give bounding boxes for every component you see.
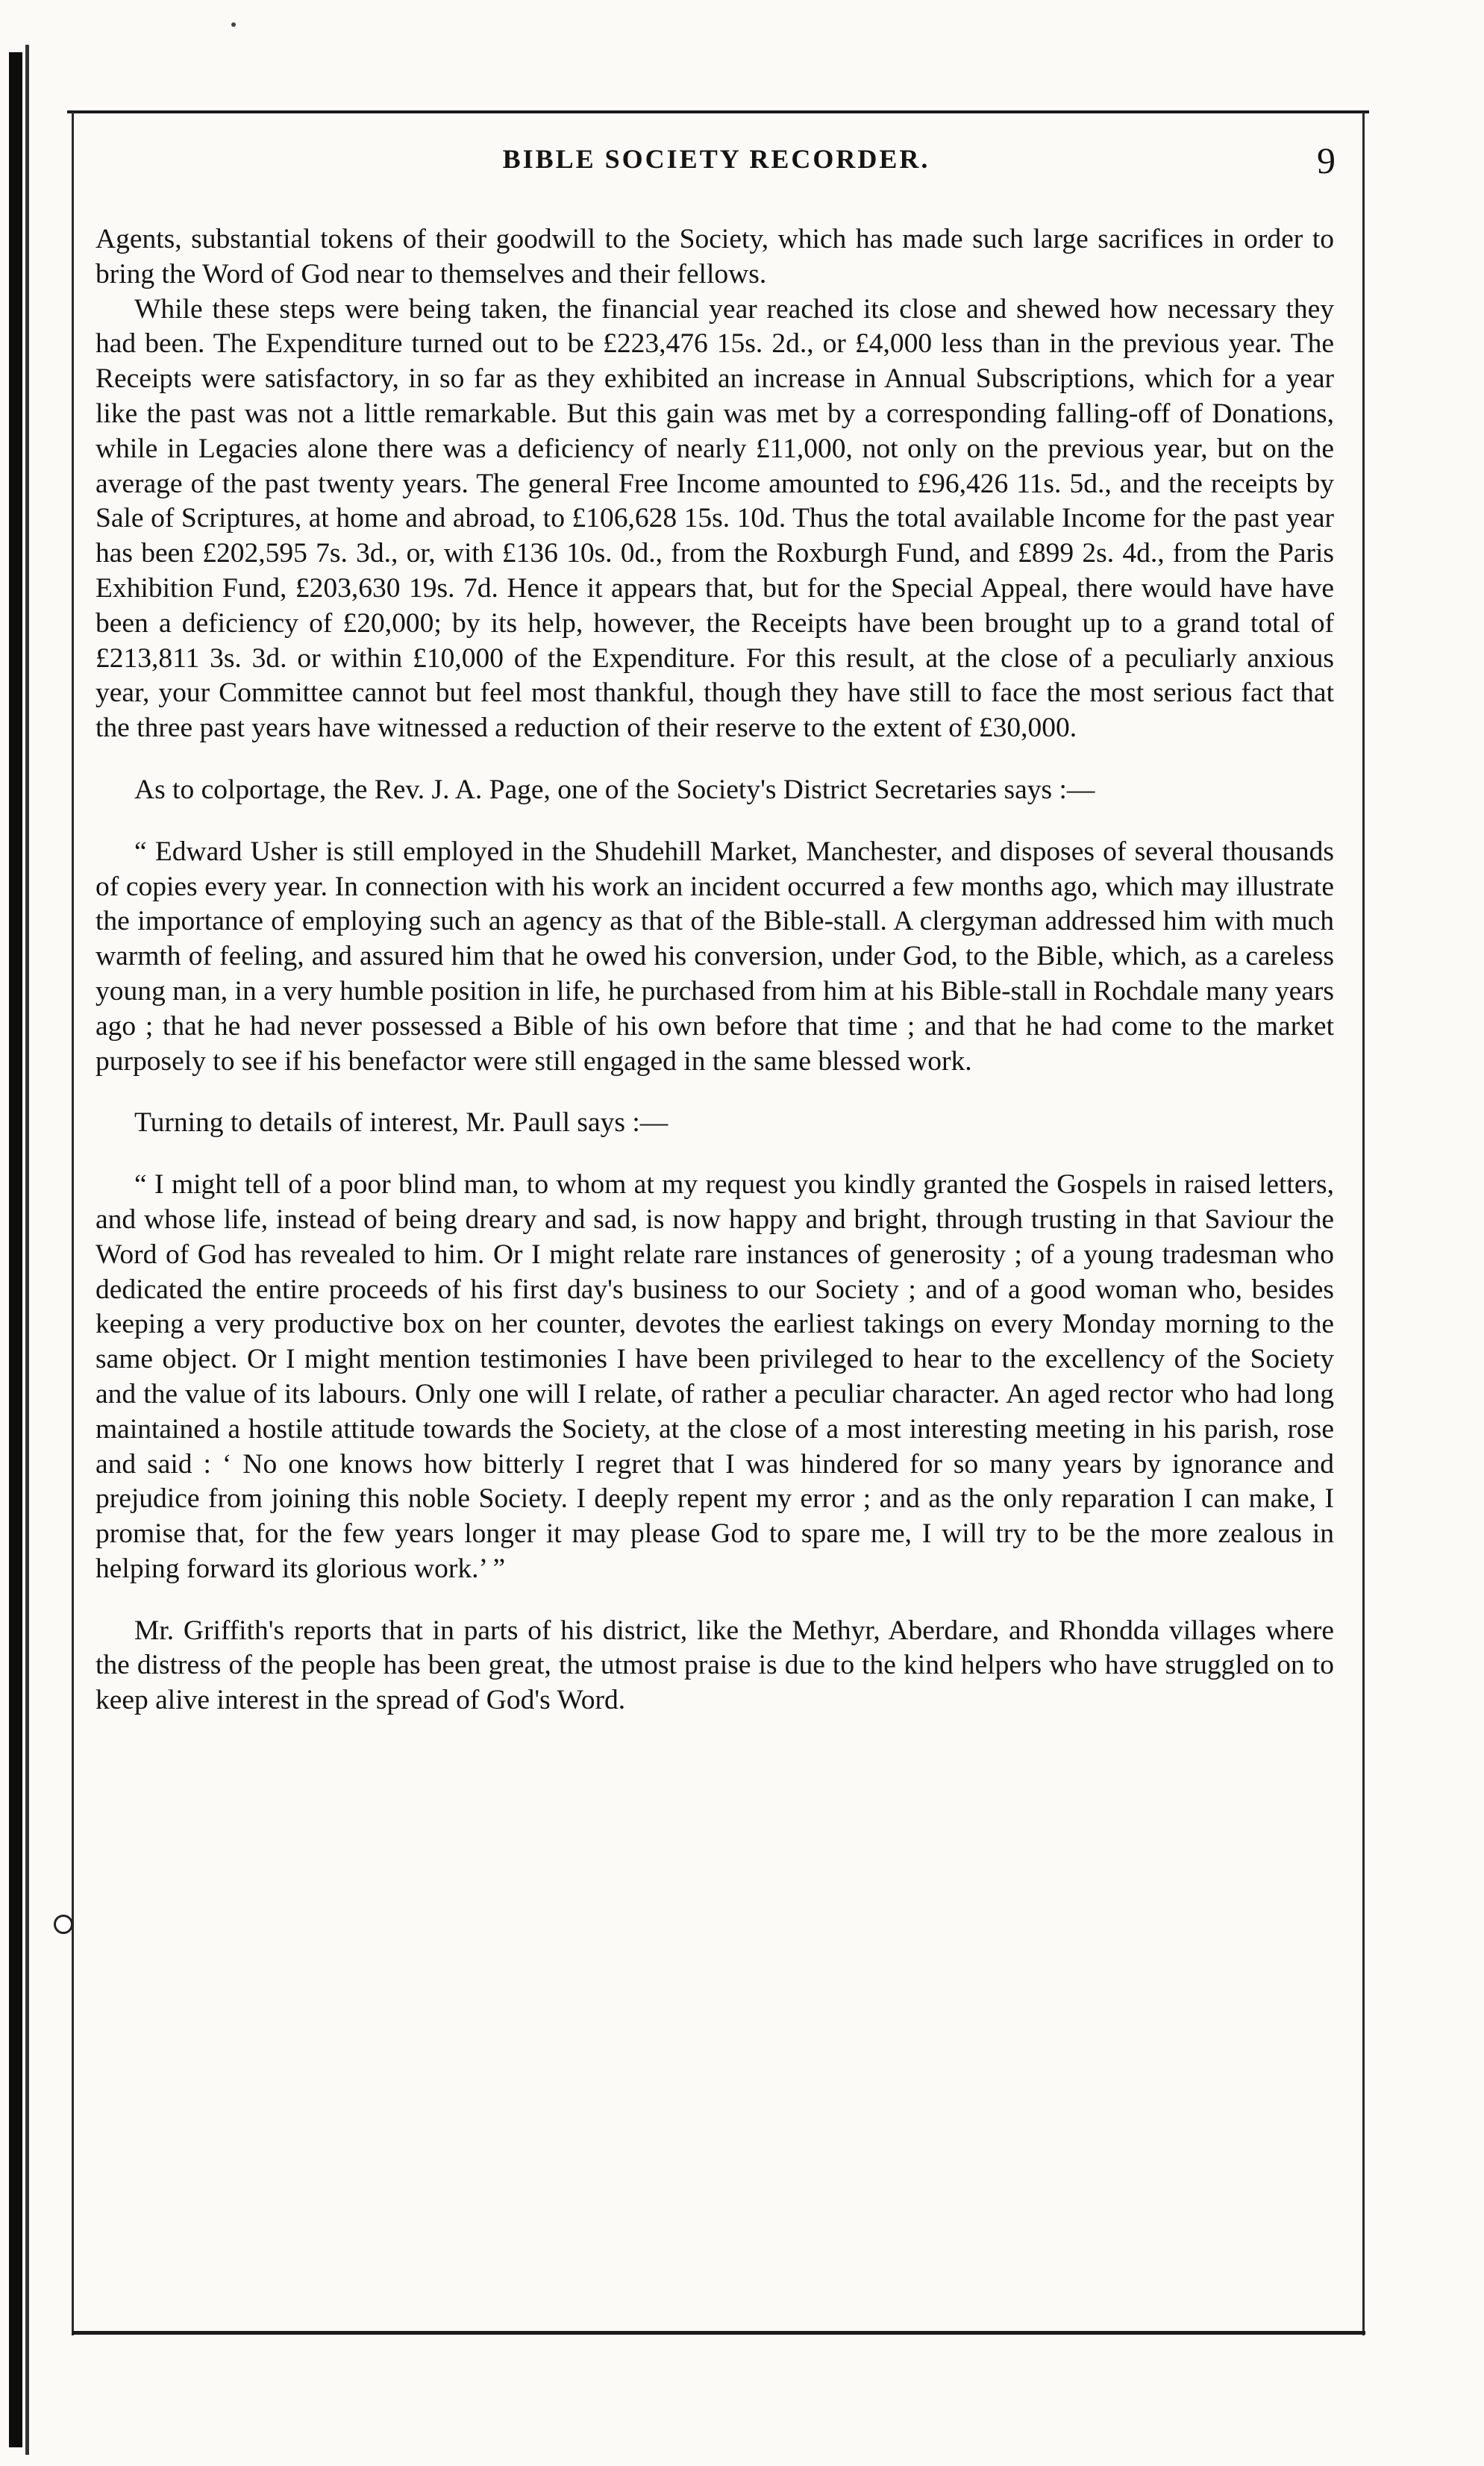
margin-mark xyxy=(54,1915,73,1934)
page-header xyxy=(97,140,1336,188)
paragraph-agents: Agents, substantial tokens of their goodwill to the Society, which has made such large sacrifices in order to bring the Word of God near to themselves and their fellows. xyxy=(96,224,1334,290)
frame-rule-bottom xyxy=(72,2331,1365,2335)
page-number: 9 xyxy=(1317,140,1336,181)
paragraph-colportage: As to colportage, the Rev. J. A. Page, one of the Society's District Secretaries says :— xyxy=(134,774,1095,805)
quote-edward-usher: “ Edward Usher is still employed in the Shudehill Market, Manchester, and disposes of several thousands of copies every year. In connection with his work an incident occurred a few months ago, which may illustrate the importance of employing such an agency as that of the Bible-stall. A clergyman addressed him with much warmth of feeling, and assured him that he owed his conversion, under God, to the Bible, which, as a careless young man, in a very humble position in life, he purchased from him at his Bible-stall in Rochdale many years ago ; that he had never possessed a Bible of his own before that time ; and that he had come to the market purposely to see if his benefactor were still engaged in the same blessed work. xyxy=(96,836,1334,1077)
ink-speck xyxy=(231,22,236,27)
paragraph-mr-griffith: Mr. Griffith's reports that in parts of his district, like the Methyr, Aberdare, and Rhondda villages where the distress of the people has been great, the utmost praise is due to the kind helpers who have struggled on to keep alive interest in the spread of God's Word. xyxy=(96,1615,1334,1716)
binding-edge xyxy=(9,52,22,2447)
running-title: BIBLE SOCIETY RECORDER. xyxy=(502,144,930,174)
paragraph-mr-paull: Turning to details of interest, Mr. Paull says :— xyxy=(134,1107,669,1139)
frame-rule-top xyxy=(67,110,1369,113)
paragraph-financial-year: While these steps were being taken, the financial year reached its close and shewed how necessary they had been. The Expenditure turned out to be £223,476 15s. 2d., or £4,000 less than in the previous year. The Receipts were satisfactory, in so far as they exhibited an increase in Annual Subscriptions, which for a year like the past was not a little remarkable. But this gain was met by a corresponding falling-off of Donations, while in Legacies alone there was a deficiency of nearly £11,000, not only on the previous year, but on the average of the past twenty years. The general Free Income amounted to £96,426 11s. 5d., and the receipts by Sale of Scriptures, at home and abroad, to £106,628 15s. 10d. Thus the total available Income for the past year has been £202,595 7s. 3d., or, with £136 10s. 0d., from the Roxburgh Fund, and £899 2s. 4d., from the Paris Exhibition Fund, £203,630 19s. 7d. Hence it appears that, but for the Special Appeal, there would have have been a deficiency of £20,000; by its help, however, the Receipts have been brought up to a grand total of £213,811 3s. 3d. or within £10,000 of the Expenditure. For this result, at the close of a peculiarly anxious year, your Committee cannot but feel most thankful, though they have still to face the most serious fact that the three past years have witnessed a reduction of their reserve to the extent of £30,000. xyxy=(96,293,1334,744)
frame-rule-right xyxy=(1362,112,1365,2335)
page-body xyxy=(96,222,1334,1718)
quote-blind-man: “ I might tell of a poor blind man, to whom at my request you kindly granted the Gospels in raised letters, and whose life, instead of being dreary and sad, is now happy and bright, through trusting in that Saviour the Word of God has revealed to him. Or I might relate rare instances of generosity ; of a young tradesman who dedicated the entire proceeds of his first day's business to our Society ; and of a good woman who, besides keeping a very productive box on her counter, devotes the earliest takings on every Monday morning to the same object. Or I might mention testimonies I have been privileged to hear to the excellency of the Society and the value of its labours. Only one will I relate, of rather a peculiar character. An aged rector who had long maintained a hostile attitude towards the Society, at the close of a most interesting meeting in his parish, rose and said : ‘ No one knows how bitterly I regret that I was hindered for so many years by ignorance and prejudice from joining this noble Society. I deeply repent my error ; and as the only reparation I can make, I promise that, for the few years longer it may please God to spare me, I will try to be the more zealous in helping forward its glorious work.’ ” xyxy=(96,1169,1334,1584)
binding-edge-shadow xyxy=(25,45,29,2455)
frame-rule-left xyxy=(72,112,74,2335)
